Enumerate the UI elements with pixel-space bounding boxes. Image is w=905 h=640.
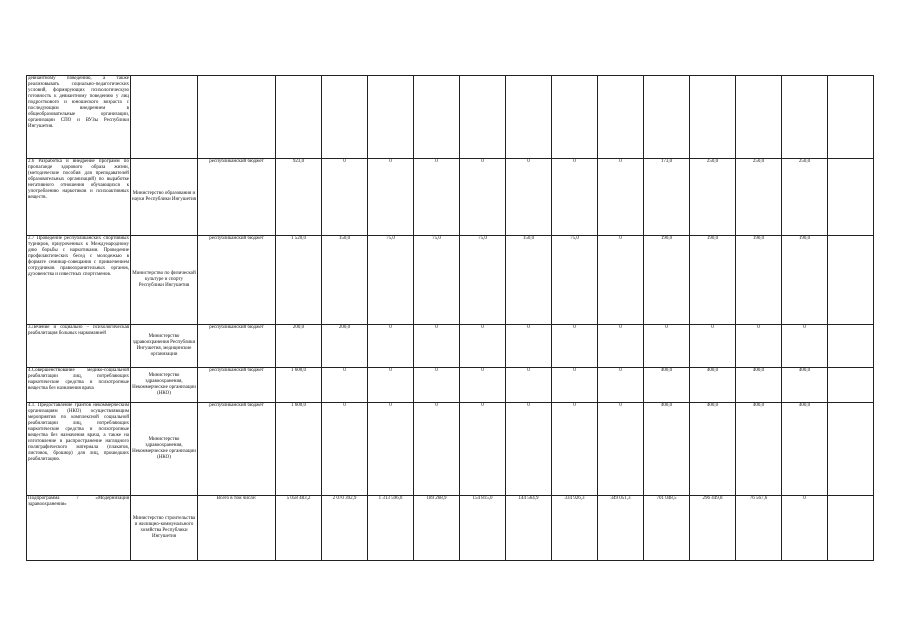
amount-cell <box>690 76 736 159</box>
table-row <box>27 76 874 159</box>
amount-cell: 0 <box>552 159 598 236</box>
amount-cell: 144 564,9 <box>506 496 552 561</box>
amount-cell: 190,0 <box>736 236 782 325</box>
amount-cell: 0 <box>506 368 552 403</box>
amount-cell: 250,0 <box>782 159 828 236</box>
funding-source-cell: Всего в том числе: <box>198 496 276 561</box>
funding-source-cell: республиканский бюджет <box>198 159 276 236</box>
amount-cell: 0 <box>782 496 828 561</box>
amount-cell: 2 070 392,9 <box>322 496 368 561</box>
funding-source-cell: республиканский бюджет <box>198 368 276 403</box>
amount-cell: 0 <box>460 403 506 496</box>
amount-cell: 400,0 <box>690 368 736 403</box>
amount-cell: 0 <box>552 325 598 368</box>
amount-cell <box>552 76 598 159</box>
table-row <box>27 159 874 236</box>
amount-cell <box>506 76 552 159</box>
table-row <box>27 403 874 496</box>
amount-cell: 400,0 <box>644 403 690 496</box>
table-row <box>27 325 874 368</box>
amount-cell: 0 <box>368 325 414 368</box>
amount-cell: 76 567,6 <box>736 496 782 561</box>
amount-cell: 0 <box>598 368 644 403</box>
table-row <box>27 496 874 561</box>
amount-cell <box>828 368 874 403</box>
amount-cell: 200,0 <box>322 325 368 368</box>
amount-cell: 75,0 <box>414 236 460 325</box>
amount-cell: 400,0 <box>782 403 828 496</box>
measure-description: 3.Лечение и социально – психологическая реабилитация больных наркоманией <box>27 325 131 368</box>
amount-cell <box>828 159 874 236</box>
amount-cell: 0 <box>414 403 460 496</box>
amount-cell <box>414 76 460 159</box>
amount-cell <box>782 76 828 159</box>
executor-cell: Министерство здравоохранения, Некоммерческие организации (НКО) <box>131 368 198 403</box>
measure-description: 2.7 Проведение республиканских спортивных турниров, приуроченных к Международному дню борьбы с наркотиками. Проведение профилактических бесед с молодежью в формате семинар-совещания с привлечением сотрудников правоохранительных органов, духовенства и известных спортсменов. <box>27 236 131 325</box>
funding-source-cell <box>198 76 276 159</box>
amount-cell: 250,0 <box>736 159 782 236</box>
amount-cell: 0 <box>322 403 368 496</box>
amount-cell: 0 <box>782 325 828 368</box>
amount-cell: 0 <box>460 159 506 236</box>
amount-cell <box>828 496 874 561</box>
amount-cell: 400,0 <box>736 368 782 403</box>
amount-cell <box>460 76 506 159</box>
funding-source-cell: республиканский бюджет <box>198 236 276 325</box>
executor-cell: Министерство здравоохранения Республики Ингушетия, медицинские организации <box>131 325 198 368</box>
amount-cell: 0 <box>552 403 598 496</box>
amount-cell: 349 051,3 <box>598 496 644 561</box>
amount-cell: 0 <box>690 325 736 368</box>
amount-cell: 923,0 <box>276 159 322 236</box>
amount-cell: 0 <box>506 325 552 368</box>
amount-cell: 0 <box>414 159 460 236</box>
amount-cell: 150,0 <box>322 236 368 325</box>
amount-cell: 0 <box>414 325 460 368</box>
amount-cell: 400,0 <box>736 403 782 496</box>
amount-cell: 701 048,5 <box>644 496 690 561</box>
amount-cell: 0 <box>368 159 414 236</box>
amount-cell <box>644 76 690 159</box>
amount-cell: 296 449,8 <box>690 496 736 561</box>
amount-cell: 75,0 <box>460 236 506 325</box>
amount-cell: 1 520,0 <box>276 236 322 325</box>
amount-cell: 400,0 <box>690 403 736 496</box>
amount-cell <box>598 76 644 159</box>
amount-cell: 0 <box>368 368 414 403</box>
amount-cell: 1 313 596,0 <box>368 496 414 561</box>
amount-cell: 1 600,0 <box>276 403 322 496</box>
amount-cell: 0 <box>460 368 506 403</box>
executor-cell <box>131 76 198 159</box>
measure-description: девиантному поведению, а также реализовывать социально-педагогических условий, формирующих психологическую готовность к девиантному поведению у лиц подросткового и юношеского возраста с последующим внедрением в общеобразовательные организации, организации СПО и ВУЗы Республики Ингушетия. <box>27 76 131 159</box>
amount-cell: 75,0 <box>552 236 598 325</box>
amount-cell: 400,0 <box>644 368 690 403</box>
amount-cell: 0 <box>460 325 506 368</box>
amount-cell: 0 <box>736 325 782 368</box>
amount-cell: 400,0 <box>782 368 828 403</box>
amount-cell: 0 <box>506 159 552 236</box>
amount-cell <box>828 403 874 496</box>
amount-cell: 190,0 <box>690 236 736 325</box>
amount-cell: 200,0 <box>276 325 322 368</box>
amount-cell: 0 <box>506 403 552 496</box>
amount-cell: 0 <box>552 368 598 403</box>
amount-cell: 0 <box>644 325 690 368</box>
funding-source-cell: республиканский бюджет <box>198 325 276 368</box>
measure-description: 2.6 Разработка и внедрение программ по пропаганде здорового образа жизни, (методические пособия для преподавателей образовательных организаций) по выработке негативного отношения обучающихся к употреблению наркотиков и психоактивных веществ. <box>27 159 131 236</box>
budget-table <box>26 75 874 561</box>
amount-cell: 154 815,0 <box>460 496 506 561</box>
amount-cell: 189 268,9 <box>414 496 460 561</box>
amount-cell: 0 <box>598 236 644 325</box>
amount-cell <box>828 236 874 325</box>
amount-cell: 0 <box>368 403 414 496</box>
table-row <box>27 236 874 325</box>
executor-cell: Министерство по физической культуре и спорту Республики Ингушетия <box>131 236 198 325</box>
funding-source-cell: республиканский бюджет <box>198 403 276 496</box>
amount-cell <box>828 325 874 368</box>
amount-cell: 334 926,3 <box>552 496 598 561</box>
amount-cell: 190,0 <box>644 236 690 325</box>
amount-cell: 0 <box>598 403 644 496</box>
table-row <box>27 368 874 403</box>
amount-cell: 150,0 <box>506 236 552 325</box>
measure-description: Подпрограмма 7 «Модернизация здравоохранения» <box>27 496 131 561</box>
amount-cell: 250,0 <box>690 159 736 236</box>
measure-description: 4.1. Предоставление грантов некоммерческим организациям (НКО) осуществляющим мероприятия по комплексной социальной реабилитации лиц, потребляющих наркотические средства и психотропные вещества без назначения врача, а также на изготовление и распространение наглядного полиграфического материала (плакатов, листовок, брошюр) для лиц, прошедших реабилитацию. <box>27 403 131 496</box>
amount-cell: 190,0 <box>782 236 828 325</box>
amount-cell: 1 600,0 <box>276 368 322 403</box>
amount-cell <box>736 76 782 159</box>
amount-cell: 0 <box>414 368 460 403</box>
executor-cell: Министерство здравоохранения, Некоммерческие организации (НКО) <box>131 403 198 496</box>
amount-cell: 0 <box>322 159 368 236</box>
amount-cell: 0 <box>322 368 368 403</box>
amount-cell: 0 <box>598 325 644 368</box>
executor-cell: Министерство образования и науки Республики Ингушетия <box>131 159 198 236</box>
amount-cell: 173,0 <box>644 159 690 236</box>
executor-cell: Министерство строительства и жилищно-коммунального хозяйства Республики Ингушетия <box>131 496 198 561</box>
measure-description: 4.Совершенствование медико-социальной реабилитации лиц, потребляющих наркотические средства и психотропные вещества без назначения врача <box>27 368 131 403</box>
amount-cell <box>276 76 322 159</box>
amount-cell <box>322 76 368 159</box>
amount-cell <box>368 76 414 159</box>
amount-cell <box>828 76 874 159</box>
amount-cell: 0 <box>598 159 644 236</box>
amount-cell: 75,0 <box>368 236 414 325</box>
amount-cell: 5 058 483,2 <box>276 496 322 561</box>
